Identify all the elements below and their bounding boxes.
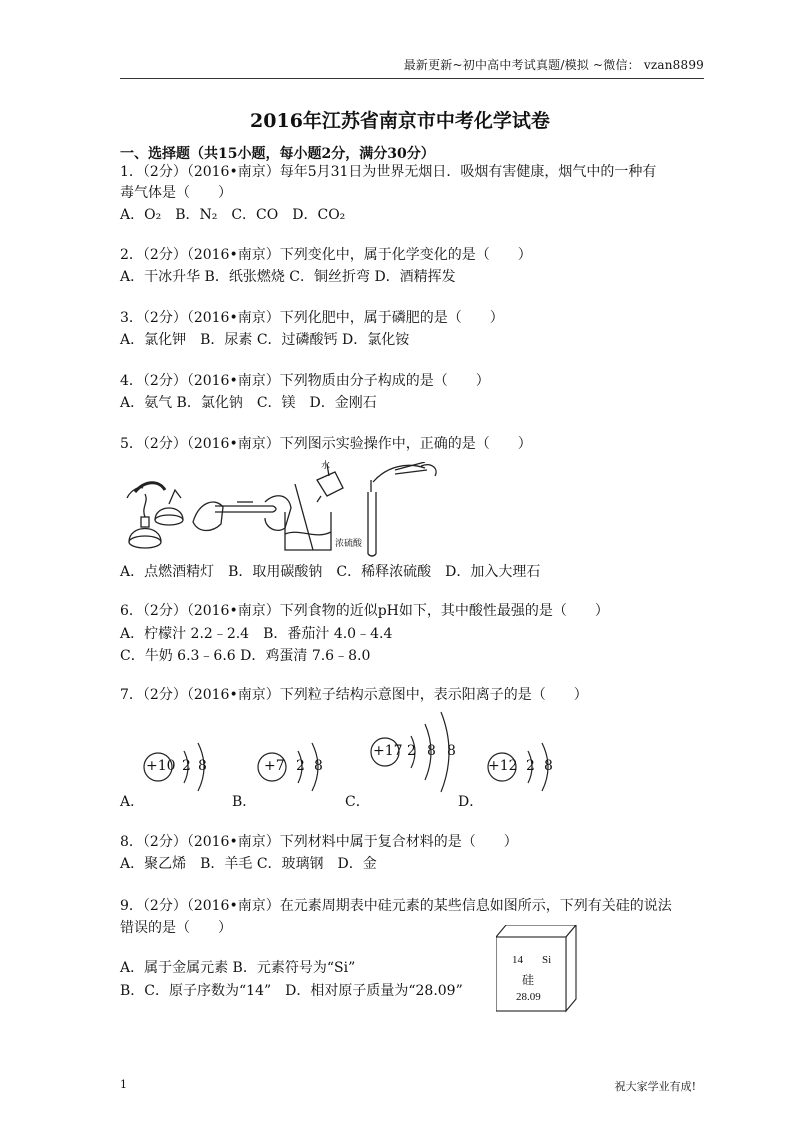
- question-1-stem: 1．（2分）（2016•南京）每年5月31日为世界无烟日．吸烟有害健康，烟气中的一种有: [120, 164, 657, 180]
- shell-electrons: 8: [544, 758, 553, 774]
- shell-electrons: 2: [407, 743, 416, 759]
- vertical-tube-figure: [368, 462, 436, 556]
- nucleus-charge: +12: [488, 758, 518, 774]
- atom-diagram-b: [232, 735, 342, 815]
- shell-electrons: 2: [182, 758, 191, 774]
- question-6-stem: 6．（2分）（2016•南京）下列食物的近似pH如下，其中酸性最强的是（ ）: [120, 603, 609, 619]
- option-letter: D．: [458, 794, 484, 810]
- question-5-stem: 5．（2分）（2016•南京）下列图示实验操作中，正确的是（ ）: [120, 436, 532, 452]
- question-3-stem: 3．（2分）（2016•南京）下列化肥中，属于磷肥的是（ ）: [120, 310, 504, 326]
- atomic-mass: 28.09: [516, 991, 541, 1003]
- question-7-stem: 7．（2分）（2016•南京）下列粒子结构示意图中，表示阳离子的是（ ）: [120, 687, 588, 703]
- question-4-stem: 4．（2分）（2016•南京）下列物质由分子构成的是（ ）: [120, 373, 490, 389]
- element-name: 硅: [522, 973, 535, 987]
- conc-acid-label: 浓硫酸: [335, 539, 363, 549]
- question-3-options: A．氯化钾 B．尿素 C．过磷酸钙 D．氯化铵: [120, 332, 410, 348]
- question-6-options-row-2: C．牛奶 6.3﹣6.6 D．鸡蛋清 7.6﹣8.0: [120, 648, 371, 664]
- question-2-options: A．干冰升华 B．纸张燃烧 C．铜丝折弯 D．酒精挥发: [120, 269, 456, 285]
- atom-diagram-c: [345, 708, 465, 815]
- question-9-options-row-1: A．属于金属元素 B．元素符号为“Si”: [120, 960, 356, 976]
- option-letter: A．: [120, 794, 145, 810]
- page-title: 2016年江苏省南京市中考化学试卷: [250, 110, 550, 132]
- atom-diagram-d: [458, 735, 568, 815]
- atom-diagram-a: [120, 735, 230, 815]
- test-tube-figure: [193, 496, 291, 531]
- question-1-options: A．O₂ B．N₂ C．CO D．CO₂: [120, 207, 346, 223]
- option-letter: C．: [345, 794, 370, 810]
- question-9-stem: 9．（2分）（2016•南京）在元素周期表中硅元素的某些信息如图所示，下列有关硅的说法: [120, 898, 672, 914]
- nucleus-charge: +10: [146, 758, 176, 774]
- question-6-options-row-1: A．柠檬汁 2.2﹣2.4 B．番茄汁 4.0﹣4.4: [120, 626, 393, 642]
- question-5-lab-illustration: [125, 462, 445, 557]
- question-8-stem: 8．（2分）（2016•南京）下列材料中属于复合材料的是（ ）: [120, 834, 518, 850]
- alcohol-lamp-figure: [127, 483, 183, 548]
- nucleus-charge: +7: [264, 758, 285, 774]
- footer-slogan: 祝大家学业有成!: [614, 1080, 696, 1093]
- option-letter: B．: [232, 794, 257, 810]
- page-number: 1: [120, 1078, 127, 1091]
- atomic-number: 14: [512, 954, 523, 966]
- water-label: 水: [321, 461, 331, 471]
- question-4-options: A．氨气 B．氯化钠 C．镁 D．金刚石: [120, 395, 377, 411]
- shell-electrons: 8: [447, 743, 456, 759]
- question-1-stem-cont: 毒气体是（ ）: [120, 185, 232, 201]
- question-2-stem: 2．（2分）（2016•南京）下列变化中，属于化学变化的是（ ）: [120, 247, 532, 263]
- question-9-options-row-2: B．C．原子序数为“14” D．相对原子质量为“28.09”: [120, 983, 463, 999]
- section-heading: 一、选择题（共15小题，每小题2分，满分30分）: [120, 146, 435, 162]
- page-header: 最新更新~初中高中考试真题/模拟 ~微信： vzan8899: [403, 58, 704, 72]
- shell-electrons: 8: [198, 758, 207, 774]
- element-symbol: Si: [542, 954, 552, 966]
- shell-electrons: 2: [526, 758, 535, 774]
- periodic-element-cell: [496, 925, 580, 1013]
- question-8-options: A．聚乙烯 B．羊毛 C．玻璃钢 D．金: [120, 856, 377, 872]
- header-divider: [120, 78, 704, 79]
- shell-electrons: 8: [314, 758, 323, 774]
- shell-electrons: 2: [296, 758, 305, 774]
- question-9-stem-cont: 错误的是（ ）: [120, 920, 232, 936]
- nucleus-charge: +17: [373, 743, 403, 759]
- question-5-options: A．点燃酒精灯 B．取用碳酸钠 C．稀释浓硫酸 D．加入大理石: [120, 564, 541, 580]
- shell-electrons: 8: [427, 743, 436, 759]
